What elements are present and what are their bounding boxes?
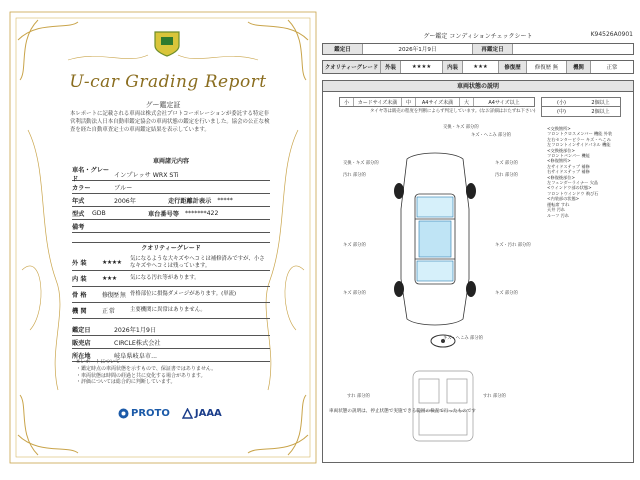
damage-label: 汚れ 部分的: [343, 173, 366, 178]
condition-note-line: 右サイドステップ 補修: [547, 169, 590, 175]
condition-note-line: <修復箇所>: [547, 158, 571, 164]
condition-note-line: <修復後部位>: [547, 174, 575, 180]
document-id: K94526A0901: [590, 31, 633, 38]
inspection-date-row: 鑑定日 2026年1月9日: [72, 323, 270, 336]
size-count-table: (小) 2個以上 (中) 2個以上: [541, 97, 621, 117]
damage-label: キズ 部分的: [343, 291, 366, 296]
condition-notes: [547, 126, 631, 218]
inspection-info-bar: 鑑定日 2026年1月9日 再鑑定日: [322, 43, 634, 55]
damage-size-legend: 小 カードサイズ未満 中 A4サイズ未満 大 A4サイズ以上: [339, 97, 535, 107]
condition-note-line: フロントウインドウ 飛び石: [547, 190, 599, 196]
vehicle-name-row: 車名・グレード インプレッサ WRX STi: [72, 168, 270, 181]
condition-note-line: フロントバンパー 機能: [547, 153, 590, 159]
vehicle-remarks-row: 備考: [72, 220, 270, 233]
car-top-view-diagram: [387, 149, 483, 329]
sheet-heading: グー鑑定 コンディションチェックシート: [423, 33, 533, 40]
condition-panel: [322, 80, 634, 463]
condition-note-line: <交換箇所>: [547, 126, 571, 131]
engine-status: 正 常: [102, 308, 115, 315]
condition-note-line: 天井 汚れ: [547, 207, 566, 213]
damage-label: キズ 部分的: [495, 161, 518, 166]
jaaa-mark-icon: [182, 408, 193, 419]
legend-note: タイヤ等は販売の程度を判断によらず判定しています。(なお詳細はおたずね下さい): [370, 109, 536, 114]
blank-row: [72, 233, 270, 243]
quality-row-frame: 骨 格 修復歴 無 骨格部位に損傷ダメージがあります。(単流): [72, 287, 270, 303]
certificate-title: U-car Grading Report: [69, 72, 267, 92]
condition-note-line: <ウインドウ部の状態>: [547, 185, 592, 191]
condition-note-line: <内装部の状態>: [547, 196, 580, 202]
quality-row-exterior: 外 装 ★★★★ 気になるような大キズやヘコミは補修済みですが、小さなキズやヘコミは残っています。: [72, 255, 270, 271]
damage-label: キズ・汚れ 部分的: [495, 243, 531, 248]
condition-note-line: ルーフ 汚れ: [547, 212, 570, 218]
certificate-notes: ※レポートについて ・鑑定時点の車両状態を示すもので、保証書ではありません。 ・車両状態は時間の経過と共に変化する場合があります。 ・評価については総合的に判断しています。: [76, 359, 217, 386]
inspection-date: 2026年1月9日: [363, 44, 473, 54]
dealer-row: 販売店 CIRCLE株式会社: [72, 336, 270, 349]
grade-engine: 正常: [606, 65, 618, 71]
grading-certificate: [8, 10, 318, 465]
vehicle-section-title: 車両諸元内容: [152, 158, 189, 165]
vehicle-year-row: 年式 2006年 走行距離計表示 *****: [72, 194, 270, 207]
reinspection-date: [513, 44, 633, 54]
proto-logo: PROTO: [118, 408, 170, 419]
damage-label: キズ・へこみ 部分的: [443, 336, 483, 341]
grade-exterior: ★★★★: [401, 61, 443, 73]
damage-label: 交換・キズ 部分的: [343, 161, 379, 166]
quality-section-title: クオリティーグレード: [141, 245, 201, 252]
interior-diagram: [403, 331, 483, 451]
condition-note-line: 左フェンダーライナー 欠品: [547, 180, 599, 186]
condition-note-line: 左サイドステップ 補修: [547, 163, 590, 169]
condition-note-line: 左フロントインサイドパネル 機能: [547, 142, 611, 148]
logo-row: [118, 408, 222, 419]
proto-mark-icon: [118, 408, 129, 419]
panel-title: 車両状態の説明: [323, 81, 633, 92]
certificate-intro: 本レポートに記載される車両は株式会社プロトコーポレーションが委託する特定非営利活動法人日本自動車鑑定協会の車両状態の鑑定を行いました。協会の公正な検査を経た自動車査定士の車両鑑定結果を表示しています。: [70, 111, 270, 133]
interior-stars: ★★★: [102, 275, 117, 282]
damage-label: キズ・へこみ 部分的: [471, 133, 511, 138]
frame-status: 修復歴 無: [102, 292, 126, 299]
goo-kantei-badge: [151, 28, 183, 58]
certificate-subtitle: グー鑑定証: [145, 101, 181, 109]
condition-note-line: 運転席 すれ: [547, 201, 570, 207]
condition-note-line: 左右センターピラー キズ・へこみ: [547, 136, 611, 142]
grade-interior: ★★★: [463, 61, 499, 73]
address-row: 所在地 岐阜県岐阜市...: [72, 349, 270, 362]
quality-row-interior: 内 装 ★★★ 気になる汚れ等があります。: [72, 271, 270, 287]
jaaa-logo: JAAA: [182, 408, 222, 419]
damage-label: すれ 部分的: [483, 394, 506, 399]
damage-label: キズ 部分的: [343, 243, 366, 248]
condition-note-line: <交換後部位>: [547, 147, 575, 153]
sheet-footer: 車両状態の説明は、停止状態で実施できる範囲の検査で行ったものです: [329, 409, 477, 414]
exterior-stars: ★★★★: [102, 259, 122, 266]
grade-repair: 修復歴 無: [527, 61, 567, 73]
quality-row-engine: 機 関 正 常 主要機関に異常はありません。: [72, 303, 270, 319]
vehicle-color-row: カラー ブルー: [72, 181, 270, 194]
damage-label: キズ 部分的: [495, 291, 518, 296]
damage-label: すれ 部分的: [347, 394, 370, 399]
vehicle-model-row: 型式 GDB 車台番号等 *******422: [72, 207, 270, 220]
quality-grade-bar: クオリティーグレード 外装 ★★★★ 内装 ★★★ 修復歴 修復歴 無 機関 正常: [322, 60, 634, 74]
condition-note-line: フロントクロスメンバー 機能 外装: [547, 131, 613, 137]
damage-label: 汚れ 部分的: [495, 173, 518, 178]
damage-label: 交換・キズ 部分的: [443, 125, 479, 130]
vehicle-spec-table: [72, 156, 270, 362]
